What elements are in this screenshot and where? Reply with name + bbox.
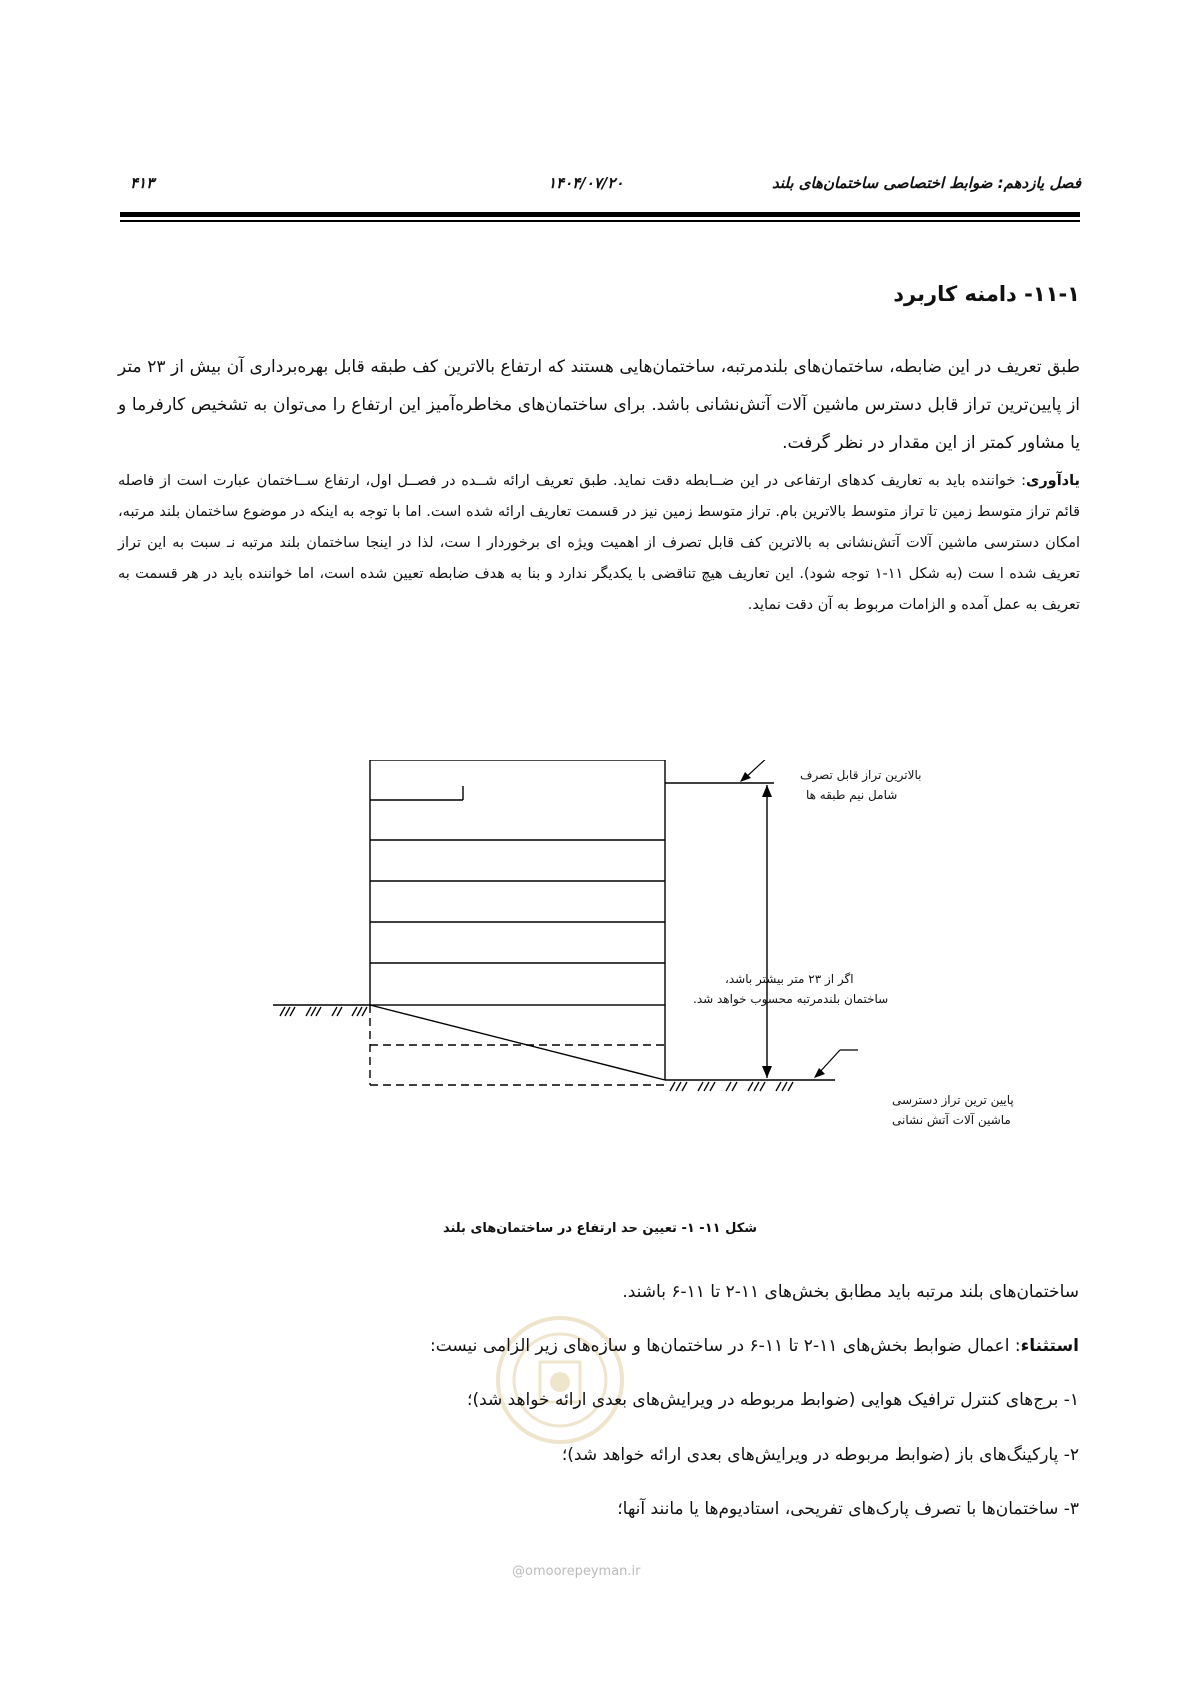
header-rule-thick: [120, 212, 1080, 217]
note-label: یادآوری: [1026, 473, 1080, 489]
header-date: ۱۴۰۴/۰۷/۲۰: [548, 174, 624, 192]
list-item: ۱- برج‌های کنترل ترافیک هوایی (ضوابط مربوطه در ویرایش‌های بعدی ارائه خواهد شد)؛: [467, 1390, 1079, 1410]
height-diagram: [268, 760, 888, 1160]
note-paragraph: [118, 466, 1080, 621]
label-bottom-2: ماشین آلات آتش نشانی: [892, 1113, 1011, 1127]
exception-label: استثناء: [1020, 1336, 1079, 1356]
page-number: ۴۱۳: [130, 174, 155, 192]
note-text: : خواننده باید به تعاریف کدهای ارتفاعی در این ضــابطه دقت نماید. طبق تعریف ارائه شــده در فصــل اول، ارتفاع ســاختمان عبارت است از فاصله قائم تراز متوسط زمین تا تراز متوسط بالاترین بام. تراز متوسط زمین نیز در قسمت تعاریف ارائه شده است. اما با توجه به اینکه در موضوع ساختمان بلند مرتبه، امکان دسترسی ماشین آلات آتش‌نشانی به بالاترین کف قابل تصرف از اهمیت ویژه ای برخوردار ا ست، لذا در اینجا ساختمان بلند مرتبه نـ سبت به این تراز تعریف شده ا ست (به شکل ۱۱-۱ توجه شود). این تعاریف هیچ تناقضی با یکدیگر ندارد و بنا به هدف ضابطه تعیین شده است، اما خواننده باید در هر قسمت به تعریف به عمل آمده و الزامات مربوط به آن دقت نماید.: [118, 473, 1080, 613]
section-title: ۱۱-۱- دامنه کاربرد: [893, 282, 1080, 306]
label-bottom-1: پایین ترین تراز دسترسی: [892, 1093, 1014, 1107]
label-top-1: بالاترین تراز قابل تصرف: [800, 768, 922, 782]
watermark-seal: [490, 1310, 630, 1450]
header-rule-thin: [120, 220, 1080, 222]
list-item: ۲- پارکینگ‌های باز (ضوابط مربوطه در ویرایش‌های بعدی ارائه خواهد شد)؛: [561, 1445, 1079, 1465]
chapter-title: فصل یازدهم: ضوابط اختصاصی ساختمان‌های بلند: [771, 174, 1081, 192]
watermark-text: @omoorepeyman.ir: [512, 1564, 641, 1579]
label-mid-1: اگر از ۲۳ متر بیشتر باشد،: [725, 972, 854, 986]
intro-paragraph: طبق تعریف در این ضابطه، ساختمان‌های بلندمرتبه، ساختمان‌هایی هستند که ارتفاع بالاترین کف طبقه قابل بهره‌برداری آن بیش از ۲۳ متر از پایین‌ترین تراز قابل دسترس ماشین آلات آتش‌نشانی باشد. برای ساختمان‌های مخاطره‌آمیز این ارتفاع را می‌توان به تشخیص کارفرما و یا مشاور کمتر از این مقدار در نظر گرفت.: [118, 357, 1080, 453]
dimension-arrow-bottom: [762, 1066, 772, 1078]
leader-arrow-bottom: [814, 1068, 825, 1078]
exception-text: : اعمال ضوابط بخش‌های ۱۱-۲ تا ۱۱-۶ در ساختمان‌ها و سازه‌های زیر الزامی نیست:: [429, 1336, 1021, 1356]
body-line-requirement: ساختمان‌های بلند مرتبه باید مطابق بخش‌های ۱۱-۲ تا ۱۱-۶ باشند.: [622, 1282, 1079, 1302]
label-mid-2: ساختمان بلندمرتبه محسوب خواهد شد.: [693, 992, 889, 1006]
body-line-exception: [430, 1336, 1079, 1356]
figure-caption: شکل ۱۱- ۱- تعیین حد ارتفاع در ساختمان‌های بلند: [442, 1221, 758, 1236]
label-top-2: شامل نیم طبقه ها: [806, 788, 898, 802]
dimension-arrow-top: [762, 785, 772, 797]
list-item: ۳- ساختمان‌ها با تصرف پارک‌های تفریحی، استادیوم‌ها یا مانند آنها؛: [617, 1499, 1079, 1519]
